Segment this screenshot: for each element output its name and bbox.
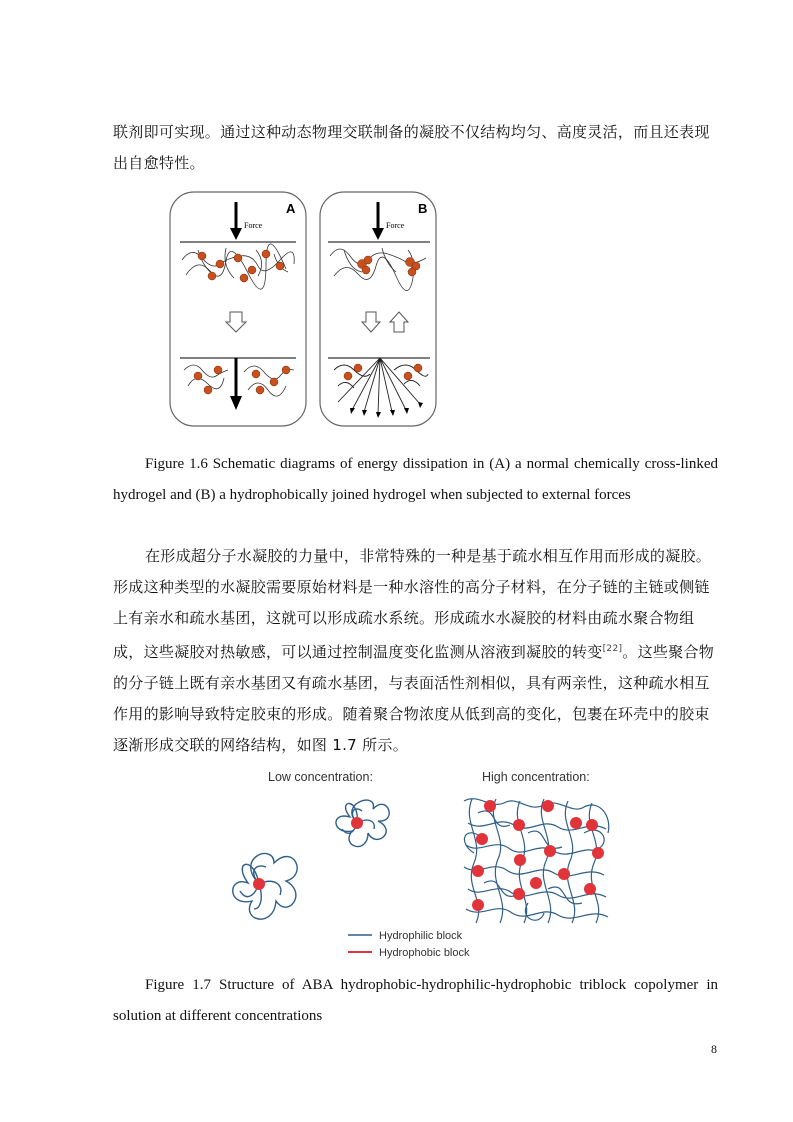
figure-1-7-caption xyxy=(113,970,718,1032)
force-label-b: Force xyxy=(386,221,405,230)
body-paragraph-1: 联剂即可实现。通过这种动态物理交联制备的凝胶不仅结构均匀、高度灵活，而且还表现出自愈特性。 xyxy=(113,123,710,172)
panel-a-label: A xyxy=(286,201,296,216)
body-paragraph-2 xyxy=(113,541,718,761)
figure-1-6-panel-a xyxy=(170,192,306,426)
hydrophobic-cores xyxy=(472,800,604,911)
low-concentration-label: Low concentration: xyxy=(268,770,373,784)
legend-hydrophobic-label: Hydrophobic block xyxy=(379,947,470,959)
figure-1-6-panel-b xyxy=(320,192,436,426)
micelle-network xyxy=(464,799,609,923)
citation-ref: [22] xyxy=(602,644,623,654)
panel-b-label: B xyxy=(418,201,428,216)
micelle-large xyxy=(233,854,297,920)
high-concentration-label: High concentration: xyxy=(482,770,590,784)
body-paragraph-2-part-2: 。这些聚合物的分子链上既有亲水基团又有疏水基团，与表面活性剂相似，具有两亲性，这种疏水相互作用的影响导致特定胶束的形成。随着聚合物浓度从低到高的变化，包裹在环壳中的胶束逐渐形成交联的网络结构，如图 1.7 所示。 xyxy=(113,643,715,754)
body-paragraph-2-part-1: 在形成超分子水凝胶的力量中，非常特殊的一种是基于疏水相互作用而形成的凝胶。形成这种类型的水凝胶需要原始材料是一种水溶性的高分子材料，在分子链的主链或侧链上有亲水和疏水基团，这就可以形成疏水系统。形成疏水水凝胶的材料由疏水聚合物组成，这些凝胶对热敏感，可以通过控制温度变化监测从溶液到凝胶的转变 xyxy=(113,547,712,661)
figure-1-6 xyxy=(168,190,440,430)
figure-1-6-caption-text: Figure 1.6 Schematic diagrams of energy dissipation in (A) a normal chemically cross-linked hydrogel and (B) a hydrophobically joined hydrogel when subjected to external forces xyxy=(113,456,718,503)
figure-1-6-caption xyxy=(113,449,718,511)
figure-1-7-caption-text: Figure 1.7 Structure of ABA hydrophobic-hydrophilic-hydrophobic triblock copolymer in solution at different concentrations xyxy=(113,977,718,1024)
micelle-small xyxy=(336,800,389,846)
legend-hydrophilic-label: Hydrophilic block xyxy=(379,930,463,942)
figure-1-7 xyxy=(228,763,620,963)
page-number: 8 xyxy=(711,1042,717,1056)
force-label-a: Force xyxy=(244,221,263,230)
